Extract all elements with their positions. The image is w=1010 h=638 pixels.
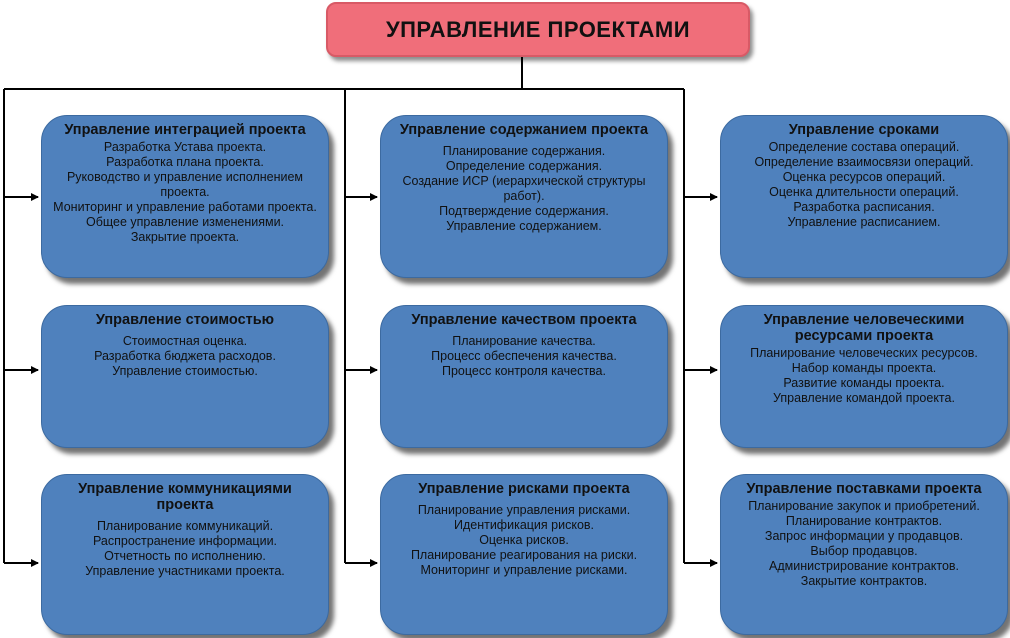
node-item: Идентификация рисков. [453, 518, 595, 532]
node-item-list [729, 346, 999, 406]
node-item: Планирование человеческих ресурсов. [750, 346, 978, 360]
node-title: Управление содержанием проекта [399, 122, 649, 138]
node-item: Управление участниками проекта. [85, 564, 285, 578]
node-item: Планирование закупок и приобретений. [748, 499, 980, 513]
node-item: Закрытие проекта. [130, 230, 240, 244]
node-item-list [50, 140, 320, 245]
node-item: Распространение информации. [92, 534, 278, 548]
node-cost-management [41, 305, 329, 448]
node-item-list [50, 519, 320, 579]
node-item: Набор команды проекта. [791, 361, 937, 375]
node-title: Управление качеством проекта [411, 312, 637, 328]
node-item: Планирование контрактов. [785, 514, 943, 528]
node-item: Планирование качества. [452, 334, 596, 348]
node-title: Управление человеческими ресурсами проекта [763, 312, 965, 344]
node-item: Развитие команды проекта. [783, 376, 945, 390]
node-title: Управление рисками проекта [418, 481, 630, 497]
node-quality-management [380, 305, 668, 448]
node-item-list [389, 144, 659, 234]
node-item: Управление расписанием. [787, 215, 941, 229]
node-item-list [389, 334, 659, 379]
node-item: Создание ИСР (иерархической структуры работ). [402, 174, 646, 203]
node-item: Определение состава операций. [768, 140, 960, 154]
node-item: Разработка Устава проекта. [103, 140, 267, 154]
node-item-list [729, 140, 999, 230]
node-item: Оценка длительности операций. [769, 185, 959, 199]
node-title: Управление стоимостью [95, 312, 275, 328]
node-item: Администрирование контрактов. [768, 559, 960, 573]
node-item: Процесс контроля качества. [442, 364, 606, 378]
node-item: Планирование управления рисками. [417, 503, 631, 517]
node-item-list [729, 499, 999, 589]
node-title: Управление коммуникациями проекта [78, 481, 292, 513]
node-item: Разработка бюджета расходов. [94, 349, 276, 363]
node-title: Управление интеграцией проекта [64, 122, 306, 138]
node-item: Разработка плана проекта. [106, 155, 264, 169]
node-item: Планирование коммуникаций. [96, 519, 274, 533]
node-item: Определение содержания. [445, 159, 603, 173]
node-item: Управление содержанием. [446, 219, 602, 233]
node-item: Управление командой проекта. [773, 391, 955, 405]
node-item: Оценка ресурсов операций. [782, 170, 946, 184]
node-item: Управление стоимостью. [112, 364, 258, 378]
node-item: Стоимостная оценка. [122, 334, 248, 348]
node-integration-management [41, 115, 329, 278]
root-node [326, 2, 750, 57]
node-human-resources-management [720, 305, 1008, 448]
node-item: Подтверждение содержания. [439, 204, 609, 218]
node-item: Закрытие контрактов. [800, 574, 928, 588]
node-item-list [50, 334, 320, 379]
node-schedule-management [720, 115, 1008, 278]
node-item-list [389, 503, 659, 578]
node-item: Выбор продавцов. [810, 544, 918, 558]
node-risk-management [380, 474, 668, 635]
node-item: Мониторинг и управление работами проекта. [53, 200, 317, 214]
node-title: Управление поставками проекта [746, 481, 982, 497]
node-item: Общее управление изменениями. [85, 215, 285, 229]
node-item: Процесс обеспечения качества. [431, 349, 617, 363]
node-item: Запрос информации у продавцов. [764, 529, 964, 543]
node-title: Управление сроками [788, 122, 940, 138]
diagram-title: УПРАВЛЕНИЕ ПРОЕКТАМИ [385, 16, 691, 42]
node-item: Планирование содержания. [442, 144, 606, 158]
node-procurement-management [720, 474, 1008, 635]
node-item: Определение взаимосвязи операций. [754, 155, 974, 169]
node-item: Планирование реагирования на риски. [410, 548, 638, 562]
node-item: Отчетность по исполнению. [104, 549, 266, 563]
node-item: Руководство и управление исполнением проекта. [66, 170, 304, 199]
node-scope-management [380, 115, 668, 278]
node-item: Разработка расписания. [793, 200, 935, 214]
node-communications-management [41, 474, 329, 635]
node-item: Мониторинг и управление рисками. [420, 563, 628, 577]
node-item: Оценка рисков. [479, 533, 569, 547]
